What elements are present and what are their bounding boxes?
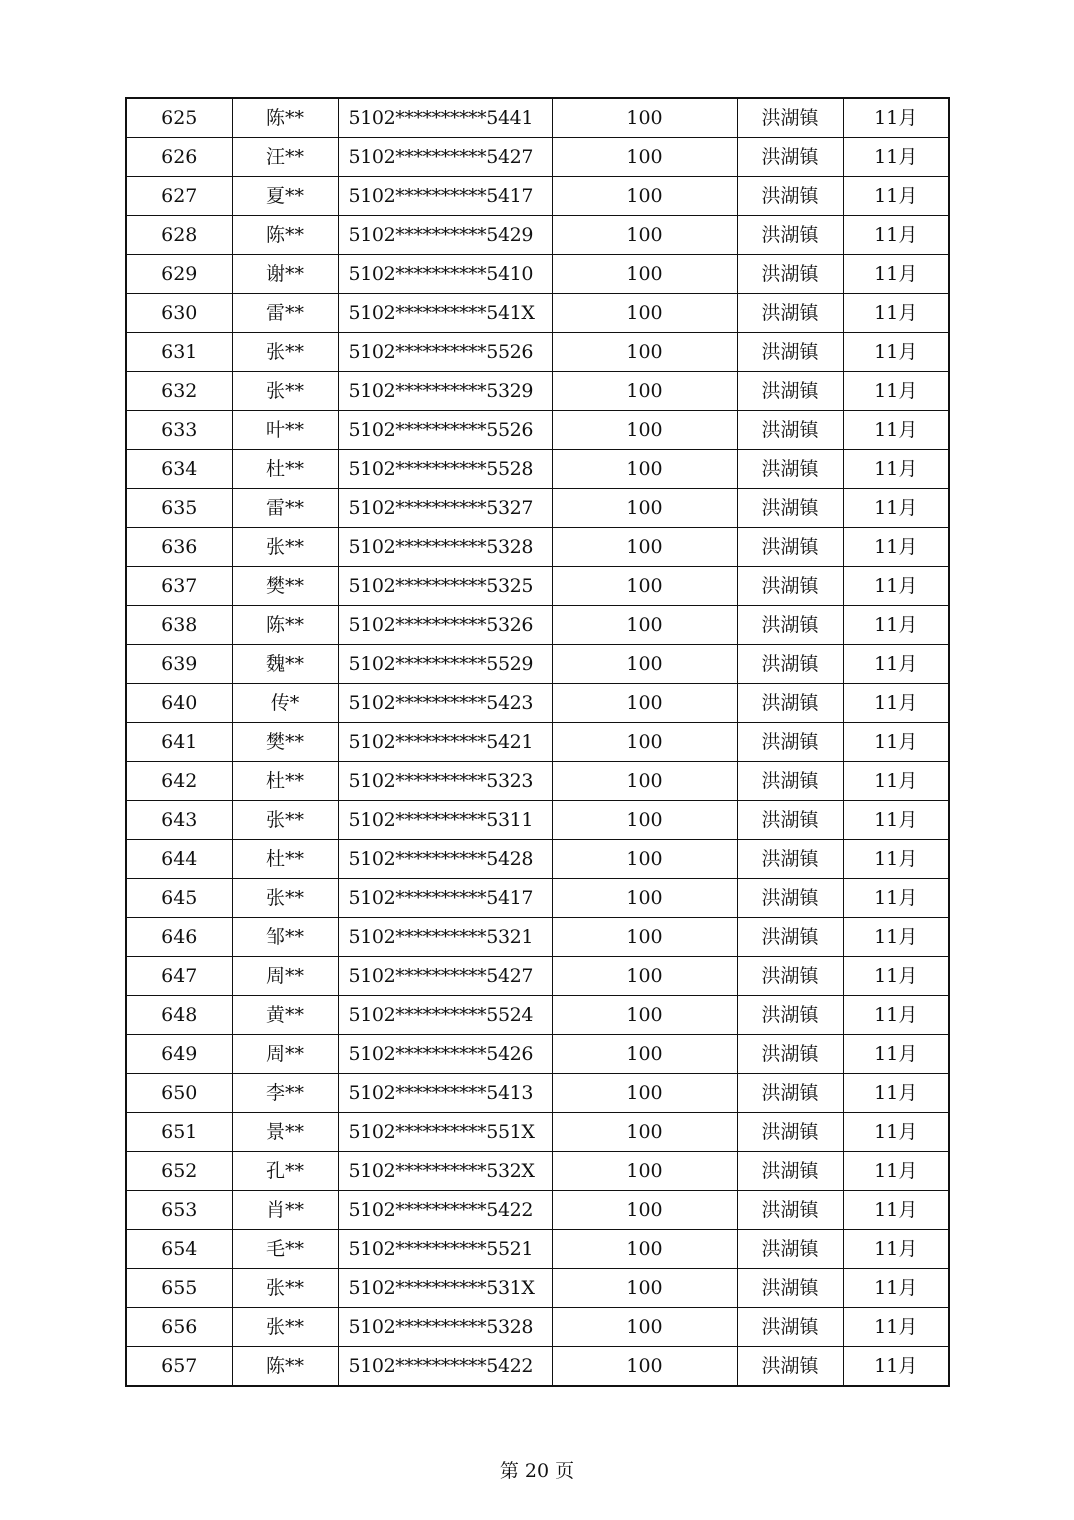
table-row: [126, 294, 949, 333]
id-number-cell: 5102**********5526: [338, 411, 552, 450]
town-cell: 洪湖镇: [737, 98, 843, 138]
month-cell: 11月: [843, 1269, 949, 1308]
amount-cell: 100: [552, 879, 737, 918]
table-row: [126, 1308, 949, 1347]
id-number-cell: 5102**********5329: [338, 372, 552, 411]
amount-cell: 100: [552, 723, 737, 762]
row-number-cell: 652: [126, 1152, 232, 1191]
amount-cell: 100: [552, 645, 737, 684]
row-number-cell: 640: [126, 684, 232, 723]
amount-cell: 100: [552, 801, 737, 840]
month-cell: 11月: [843, 333, 949, 372]
table-row: [126, 606, 949, 645]
name-cell: 陈**: [232, 606, 338, 645]
month-cell: 11月: [843, 762, 949, 801]
id-number-cell: 5102**********5427: [338, 138, 552, 177]
amount-cell: 100: [552, 1269, 737, 1308]
month-cell: 11月: [843, 1152, 949, 1191]
amount-cell: 100: [552, 372, 737, 411]
row-number-cell: 641: [126, 723, 232, 762]
month-cell: 11月: [843, 1191, 949, 1230]
id-number-cell: 5102**********532X: [338, 1152, 552, 1191]
records-table-body: [126, 98, 949, 1386]
name-cell: 叶**: [232, 411, 338, 450]
town-cell: 洪湖镇: [737, 1074, 843, 1113]
row-number-cell: 636: [126, 528, 232, 567]
table-row: [126, 957, 949, 996]
table-row: [126, 723, 949, 762]
month-cell: 11月: [843, 684, 949, 723]
town-cell: 洪湖镇: [737, 1269, 843, 1308]
row-number-cell: 634: [126, 450, 232, 489]
month-cell: 11月: [843, 1074, 949, 1113]
name-cell: 张**: [232, 372, 338, 411]
id-number-cell: 5102**********5429: [338, 216, 552, 255]
name-cell: 汪**: [232, 138, 338, 177]
amount-cell: 100: [552, 840, 737, 879]
name-cell: 魏**: [232, 645, 338, 684]
name-cell: 杜**: [232, 762, 338, 801]
table-row: [126, 528, 949, 567]
town-cell: 洪湖镇: [737, 1308, 843, 1347]
town-cell: 洪湖镇: [737, 372, 843, 411]
month-cell: 11月: [843, 98, 949, 138]
name-cell: 陈**: [232, 216, 338, 255]
table-row: [126, 918, 949, 957]
id-number-cell: 5102**********551X: [338, 1113, 552, 1152]
amount-cell: 100: [552, 1152, 737, 1191]
id-number-cell: 5102**********5528: [338, 450, 552, 489]
amount-cell: 100: [552, 957, 737, 996]
amount-cell: 100: [552, 98, 737, 138]
amount-cell: 100: [552, 1113, 737, 1152]
town-cell: 洪湖镇: [737, 762, 843, 801]
id-number-cell: 5102**********5417: [338, 879, 552, 918]
month-cell: 11月: [843, 294, 949, 333]
row-number-cell: 650: [126, 1074, 232, 1113]
name-cell: 谢**: [232, 255, 338, 294]
name-cell: 黄**: [232, 996, 338, 1035]
name-cell: 雷**: [232, 294, 338, 333]
town-cell: 洪湖镇: [737, 1347, 843, 1387]
table-row: [126, 996, 949, 1035]
town-cell: 洪湖镇: [737, 177, 843, 216]
month-cell: 11月: [843, 996, 949, 1035]
town-cell: 洪湖镇: [737, 1191, 843, 1230]
name-cell: 张**: [232, 333, 338, 372]
id-number-cell: 5102**********5328: [338, 1308, 552, 1347]
id-number-cell: 5102**********5529: [338, 645, 552, 684]
amount-cell: 100: [552, 1074, 737, 1113]
row-number-cell: 645: [126, 879, 232, 918]
name-cell: 樊**: [232, 567, 338, 606]
amount-cell: 100: [552, 1191, 737, 1230]
month-cell: 11月: [843, 879, 949, 918]
amount-cell: 100: [552, 996, 737, 1035]
name-cell: 张**: [232, 879, 338, 918]
id-number-cell: 5102**********5521: [338, 1230, 552, 1269]
row-number-cell: 632: [126, 372, 232, 411]
row-number-cell: 635: [126, 489, 232, 528]
town-cell: 洪湖镇: [737, 840, 843, 879]
amount-cell: 100: [552, 450, 737, 489]
amount-cell: 100: [552, 606, 737, 645]
row-number-cell: 625: [126, 98, 232, 138]
amount-cell: 100: [552, 489, 737, 528]
amount-cell: 100: [552, 255, 737, 294]
amount-cell: 100: [552, 528, 737, 567]
month-cell: 11月: [843, 528, 949, 567]
row-number-cell: 656: [126, 1308, 232, 1347]
town-cell: 洪湖镇: [737, 489, 843, 528]
month-cell: 11月: [843, 840, 949, 879]
name-cell: 周**: [232, 1035, 338, 1074]
amount-cell: 100: [552, 1230, 737, 1269]
row-number-cell: 629: [126, 255, 232, 294]
month-cell: 11月: [843, 801, 949, 840]
amount-cell: 100: [552, 333, 737, 372]
name-cell: 张**: [232, 528, 338, 567]
month-cell: 11月: [843, 411, 949, 450]
name-cell: 肖**: [232, 1191, 338, 1230]
month-cell: 11月: [843, 957, 949, 996]
id-number-cell: 5102**********531X: [338, 1269, 552, 1308]
town-cell: 洪湖镇: [737, 1230, 843, 1269]
row-number-cell: 626: [126, 138, 232, 177]
town-cell: 洪湖镇: [737, 294, 843, 333]
id-number-cell: 5102**********5311: [338, 801, 552, 840]
town-cell: 洪湖镇: [737, 216, 843, 255]
id-number-cell: 5102**********5413: [338, 1074, 552, 1113]
town-cell: 洪湖镇: [737, 450, 843, 489]
month-cell: 11月: [843, 1308, 949, 1347]
id-number-cell: 5102**********5441: [338, 98, 552, 138]
id-number-cell: 5102**********5421: [338, 723, 552, 762]
row-number-cell: 627: [126, 177, 232, 216]
table-row: [126, 801, 949, 840]
id-number-cell: 5102**********5325: [338, 567, 552, 606]
id-number-cell: 5102**********5526: [338, 333, 552, 372]
id-number-cell: 5102**********5427: [338, 957, 552, 996]
town-cell: 洪湖镇: [737, 801, 843, 840]
table-row: [126, 879, 949, 918]
page-number: 第 20 页: [499, 1460, 575, 1482]
amount-cell: 100: [552, 177, 737, 216]
amount-cell: 100: [552, 1035, 737, 1074]
row-number-cell: 628: [126, 216, 232, 255]
id-number-cell: 5102**********5426: [338, 1035, 552, 1074]
row-number-cell: 642: [126, 762, 232, 801]
table-row: [126, 411, 949, 450]
row-number-cell: 654: [126, 1230, 232, 1269]
table-row: [126, 1074, 949, 1113]
table-row: [126, 645, 949, 684]
name-cell: 周**: [232, 957, 338, 996]
row-number-cell: 643: [126, 801, 232, 840]
table-row: [126, 1152, 949, 1191]
table-row: [126, 1269, 949, 1308]
town-cell: 洪湖镇: [737, 879, 843, 918]
month-cell: 11月: [843, 723, 949, 762]
table-row: [126, 1230, 949, 1269]
month-cell: 11月: [843, 177, 949, 216]
month-cell: 11月: [843, 606, 949, 645]
id-number-cell: 5102**********5321: [338, 918, 552, 957]
table-row: [126, 450, 949, 489]
row-number-cell: 639: [126, 645, 232, 684]
town-cell: 洪湖镇: [737, 996, 843, 1035]
name-cell: 景**: [232, 1113, 338, 1152]
town-cell: 洪湖镇: [737, 138, 843, 177]
amount-cell: 100: [552, 216, 737, 255]
town-cell: 洪湖镇: [737, 1113, 843, 1152]
town-cell: 洪湖镇: [737, 645, 843, 684]
row-number-cell: 651: [126, 1113, 232, 1152]
table-row: [126, 567, 949, 606]
table-row: [126, 333, 949, 372]
row-number-cell: 655: [126, 1269, 232, 1308]
row-number-cell: 633: [126, 411, 232, 450]
row-number-cell: 630: [126, 294, 232, 333]
town-cell: 洪湖镇: [737, 1152, 843, 1191]
id-number-cell: 5102**********5323: [338, 762, 552, 801]
id-number-cell: 5102**********5417: [338, 177, 552, 216]
month-cell: 11月: [843, 255, 949, 294]
table-row: [126, 98, 949, 138]
table-row: [126, 255, 949, 294]
name-cell: 传*: [232, 684, 338, 723]
records-table: [125, 97, 950, 1387]
month-cell: 11月: [843, 450, 949, 489]
name-cell: 杜**: [232, 840, 338, 879]
table-row: [126, 177, 949, 216]
id-number-cell: 5102**********5327: [338, 489, 552, 528]
row-number-cell: 637: [126, 567, 232, 606]
name-cell: 孔**: [232, 1152, 338, 1191]
id-number-cell: 5102**********5410: [338, 255, 552, 294]
town-cell: 洪湖镇: [737, 723, 843, 762]
town-cell: 洪湖镇: [737, 918, 843, 957]
id-number-cell: 5102**********5422: [338, 1347, 552, 1387]
table-row: [126, 762, 949, 801]
row-number-cell: 649: [126, 1035, 232, 1074]
town-cell: 洪湖镇: [737, 411, 843, 450]
town-cell: 洪湖镇: [737, 333, 843, 372]
row-number-cell: 648: [126, 996, 232, 1035]
row-number-cell: 644: [126, 840, 232, 879]
town-cell: 洪湖镇: [737, 606, 843, 645]
table-row: [126, 1035, 949, 1074]
name-cell: 雷**: [232, 489, 338, 528]
name-cell: 张**: [232, 801, 338, 840]
month-cell: 11月: [843, 489, 949, 528]
table-row: [126, 216, 949, 255]
id-number-cell: 5102**********5326: [338, 606, 552, 645]
id-number-cell: 5102**********5524: [338, 996, 552, 1035]
month-cell: 11月: [843, 1347, 949, 1387]
name-cell: 张**: [232, 1308, 338, 1347]
name-cell: 夏**: [232, 177, 338, 216]
row-number-cell: 631: [126, 333, 232, 372]
table-row: [126, 1113, 949, 1152]
amount-cell: 100: [552, 294, 737, 333]
id-number-cell: 5102**********541X: [338, 294, 552, 333]
name-cell: 杜**: [232, 450, 338, 489]
amount-cell: 100: [552, 138, 737, 177]
month-cell: 11月: [843, 138, 949, 177]
month-cell: 11月: [843, 1035, 949, 1074]
id-number-cell: 5102**********5422: [338, 1191, 552, 1230]
table-row: [126, 372, 949, 411]
amount-cell: 100: [552, 762, 737, 801]
id-number-cell: 5102**********5423: [338, 684, 552, 723]
amount-cell: 100: [552, 567, 737, 606]
name-cell: 陈**: [232, 1347, 338, 1387]
table-row: [126, 138, 949, 177]
month-cell: 11月: [843, 216, 949, 255]
id-number-cell: 5102**********5328: [338, 528, 552, 567]
name-cell: 陈**: [232, 98, 338, 138]
month-cell: 11月: [843, 918, 949, 957]
table-row: [126, 1347, 949, 1387]
table-row: [126, 489, 949, 528]
town-cell: 洪湖镇: [737, 1035, 843, 1074]
row-number-cell: 647: [126, 957, 232, 996]
amount-cell: 100: [552, 684, 737, 723]
town-cell: 洪湖镇: [737, 255, 843, 294]
amount-cell: 100: [552, 411, 737, 450]
table-row: [126, 684, 949, 723]
month-cell: 11月: [843, 645, 949, 684]
town-cell: 洪湖镇: [737, 957, 843, 996]
row-number-cell: 653: [126, 1191, 232, 1230]
row-number-cell: 657: [126, 1347, 232, 1387]
row-number-cell: 646: [126, 918, 232, 957]
name-cell: 张**: [232, 1269, 338, 1308]
month-cell: 11月: [843, 1230, 949, 1269]
month-cell: 11月: [843, 372, 949, 411]
month-cell: 11月: [843, 1113, 949, 1152]
id-number-cell: 5102**********5428: [338, 840, 552, 879]
amount-cell: 100: [552, 1347, 737, 1387]
name-cell: 邹**: [232, 918, 338, 957]
name-cell: 樊**: [232, 723, 338, 762]
name-cell: 李**: [232, 1074, 338, 1113]
row-number-cell: 638: [126, 606, 232, 645]
town-cell: 洪湖镇: [737, 684, 843, 723]
amount-cell: 100: [552, 918, 737, 957]
town-cell: 洪湖镇: [737, 528, 843, 567]
month-cell: 11月: [843, 567, 949, 606]
town-cell: 洪湖镇: [737, 567, 843, 606]
name-cell: 毛**: [232, 1230, 338, 1269]
table-row: [126, 1191, 949, 1230]
table-row: [126, 840, 949, 879]
amount-cell: 100: [552, 1308, 737, 1347]
